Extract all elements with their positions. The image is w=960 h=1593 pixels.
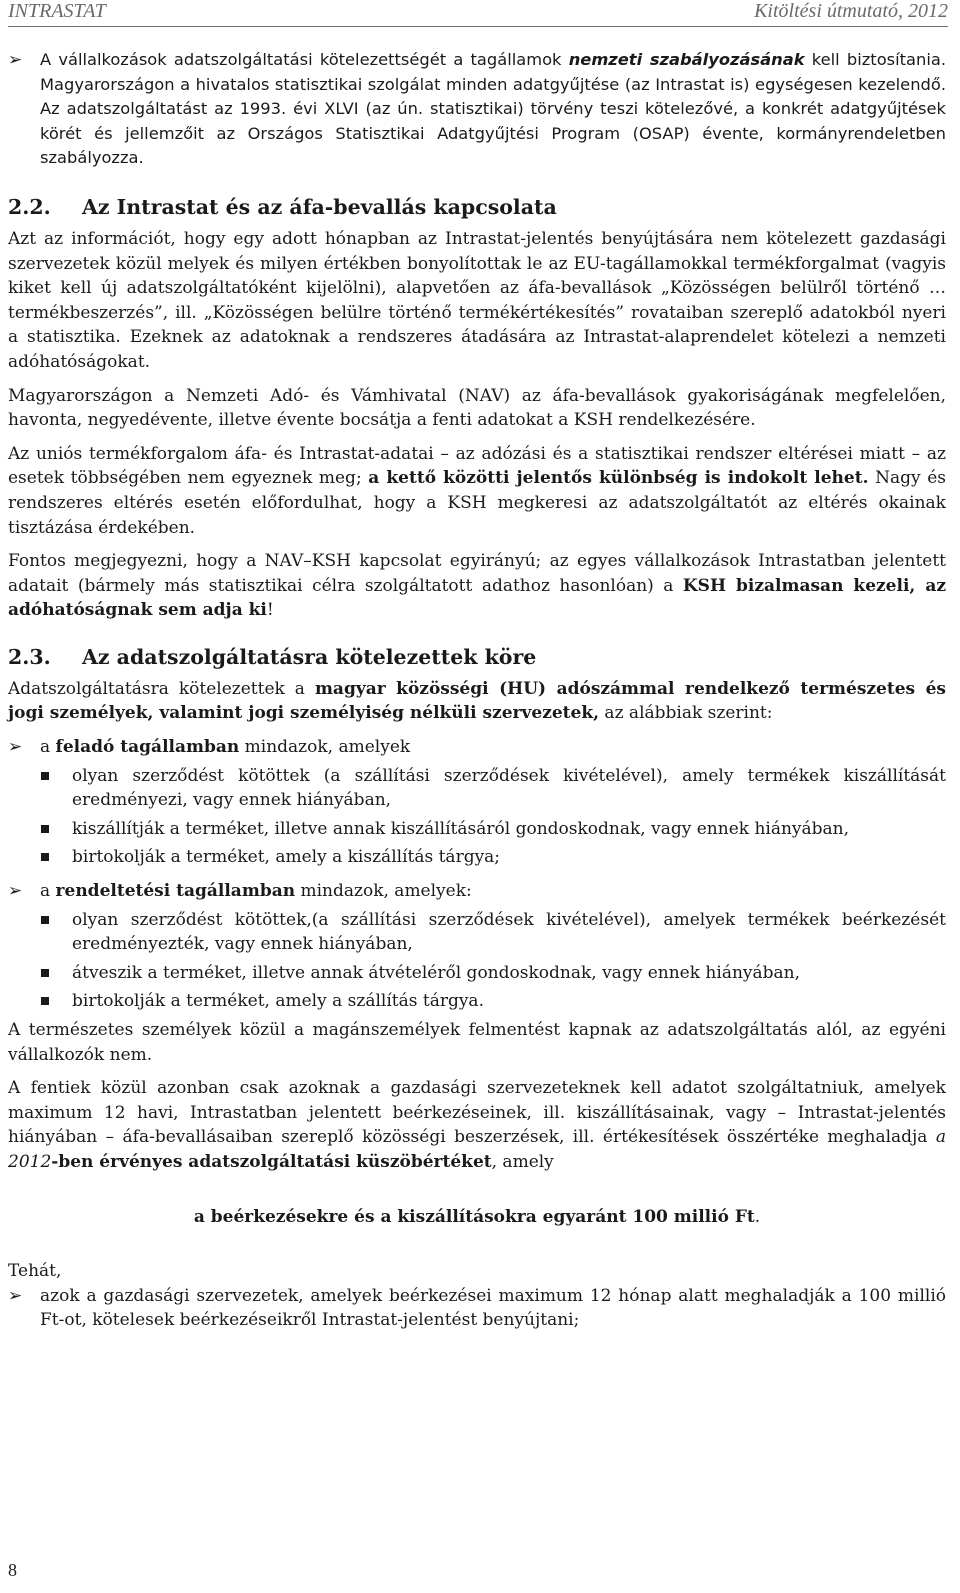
section-heading-2-3: 2.3. Az adatszolgáltatásra kötelezettek köre [8,644,537,669]
square-bullet-icon [41,825,49,833]
paragraph: A fentiek közül azonban csak azoknak a gazdasági szervezeteknek kell adatot szolgáltatniuk, amelyek maximum 12 havi, Intrastatban jelentett beérkezéseinek, ill. kiszállításainak, vagy – Intrastat-jelentés hiányában – áfa-bevallásaiban szereplő közösségi beszerzések, ill. értékesítések összértéke meghaladja a 2012-ben érvényes adatszolgáltatási küszöbértéket, amely [8,1078,946,1172]
list-item: ➢ azok a gazdasági szervezetek, amelyek beérkezései maximum 12 hónap alatt meghaladják a 100 millió Ft-ot, kötelesek beérkezéseikről Intrastat-jelentést benyújtani; [8,1285,946,1331]
arrow-bullet-icon: ➢ [8,881,23,902]
list-item: birtokolják a terméket, amely a kiszállítás tárgya; [8,845,946,870]
square-bullet-icon [41,916,49,924]
paragraph: Adatszolgáltatásra kötelezettek a magyar közösségi (HU) adószámmal rendelkező természetes és jogi személyek, valamint jogi személyiség nélküli szervezetek, az alábbiak szerint: [8,678,946,724]
square-bullet-icon [41,997,49,1005]
list-item: ➢ a rendeltetési tagállamban mindazok, amelyek: [8,879,946,904]
paragraph: Tehát, [8,1261,62,1282]
header-title: INTRASTAT [8,0,106,22]
list-item: olyan szerződést kötöttek (a szállítási szerződések kivételével), amely termékek kiszállítását eredményezi, vagy ennek hiányában, [8,764,946,813]
page-number: 8 [8,1560,17,1580]
arrow-bullet-icon: ➢ [8,737,23,758]
list-item: olyan szerződést kötöttek,(a szállítási szerződések kivételével), amelyek termékek beérkezését eredményezték, vagy ennek hiányában, [8,908,946,957]
square-bullet-icon [41,969,49,977]
document-body [8,48,946,1333]
paragraph: Az uniós termékforgalom áfa- és Intrastat-adatai – az adózási és a statisztikai rendszer eltérései miatt – az esetek többségében nem egyeznek meg; a kettő közötti jelentős különbség is indokolt lehet. Nagy és rendszeres eltérés esetén előfordulhat, hogy a KSH megkeresi az adatszolgáltatót az eltérés okainak tisztázása érdekében. [8,443,946,538]
square-bullet-icon [41,853,49,861]
square-bullet-icon [41,772,49,780]
section-heading-2-2: 2.2. Az Intrastat és az áfa-bevallás kapcsolata [8,194,557,219]
list-item: ➢ a feladó tagállamban mindazok, amelyek [8,735,946,760]
paragraph: Fontos megjegyezni, hogy a NAV–KSH kapcsolat egyirányú; az egyes vállalkozások Intrastatban jelentett adatait (bármely más statisztikai célra szolgáltatott adathoz hasonlóan) a KSH bizalmasan kezeli, az adóhatóságnak sem adja ki! [8,551,946,621]
list-item: kiszállítják a terméket, illetve annak kiszállításáról gondoskodnak, vagy ennek hiányában, [8,817,946,842]
arrow-bullet-icon: ➢ [8,1285,23,1306]
page-header [8,0,948,27]
paragraph: Magyarországon a Nemzeti Adó- és Vámhivatal (NAV) az áfa-bevallások gyakoriságának megfelelően, havonta, negyedévente, illetve évente bocsátja a fenti adatokat a KSH rendelkezésére. [8,385,946,431]
paragraph: Azt az információt, hogy egy adott hónapban az Intrastat-jelentés benyújtására nem kötelezett gazdasági szervezetek közül melyek és milyen értékben bonyolítottak le az EU-tagállamokkal termékforgalmat (vagyis kiket kell új adatszolgáltatóként kijelölni), alapvetően az áfa-bevallások „Közösségen belülről történő … termékbeszerzés”, ill. „Közösségen belülre történő termékértékesítés” rovataiban szereplő adatokból nyeri a statisztika. Ezeknek az adatoknak a rendszeres átadására az Intrastat-alaprendelet kötelezi a nemzeti adóhatóságokat. [8,228,946,372]
paragraph: A természetes személyek közül a magánszemélyek felmentést kapnak az adatszolgáltatás alól, az egyéni vállalkozók nem. [8,1020,946,1065]
arrow-bullet-icon: ➢ [8,50,23,70]
intro-bullet: ➢ A vállalkozások adatszolgáltatási kötelezettségét a tagállamok nemzeti szabályozásának kell biztosítania. Magyarországon a hivatalos statisztikai szolgálat minden adatgyűjtése (az Intrastat is) egységesen kezelendő. Az adatszolgáltatást az 1993. évi XLVI (az ún. statisztikai) törvény teszi kötelezővé, a konkrét adatgyűjtések körét és jellemzőit az Országos Statisztikai Adatgyűjtési Program (OSAP) évente, kormányrendeletben szabályozza. [8,50,947,168]
list-item: birtokolják a terméket, amely a szállítás tárgya. [8,989,946,1014]
list-item: átveszik a terméket, illetve annak átvételéről gondoskodnak, vagy ennek hiányában, [8,961,946,986]
threshold-statement: a beérkezésekre és a kiszállításokra egyaránt 100 millió Ft. [193,1206,761,1227]
header-subtitle: Kitöltési útmutató, 2012 [754,0,948,22]
